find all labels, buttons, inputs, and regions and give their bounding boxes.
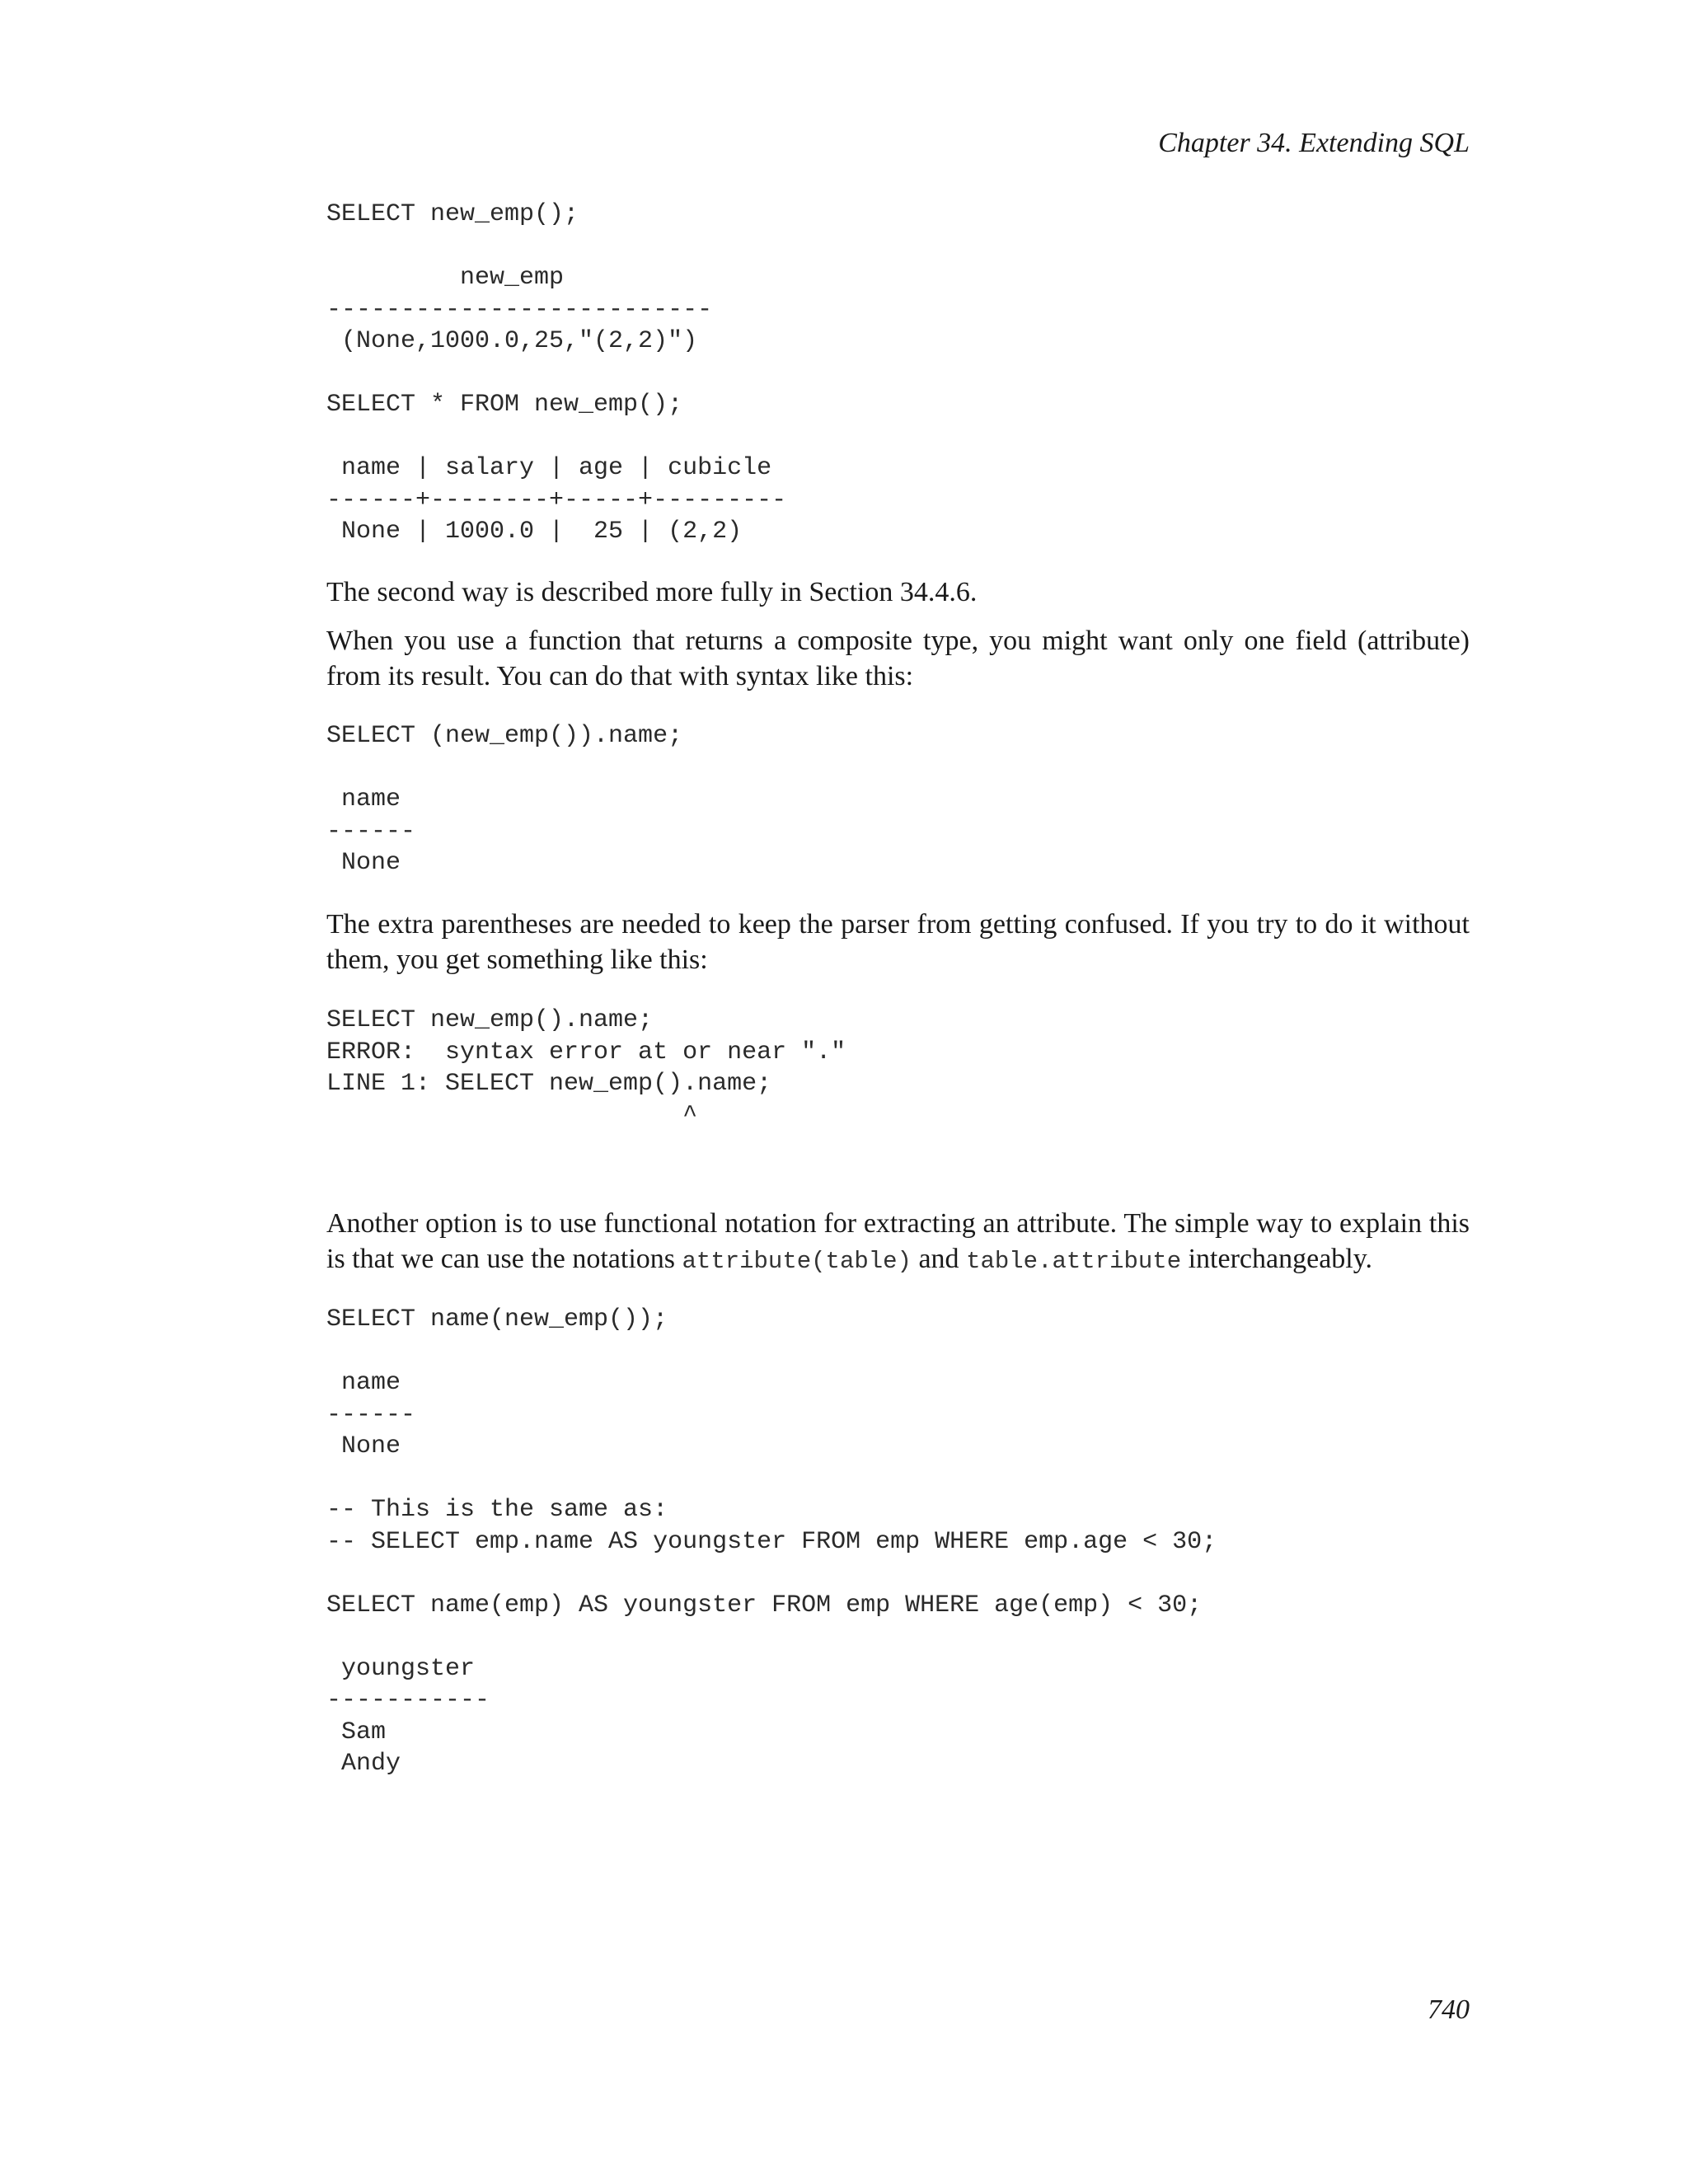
code-block-field-select: SELECT (new_emp()).name; name ------ None	[326, 722, 683, 877]
code-block-functional-notation: SELECT name(new_emp()); name ------ None -- This is the same as: -- SELECT emp.name AS youngster FROM emp WHERE emp.age < 30; SELECT name(emp) AS youngster FROM emp WHERE age(emp) < 30; youngster ----------- Sam Andy	[326, 1305, 1217, 1778]
paragraph-text-mid: and	[911, 1244, 967, 1274]
paragraph-extra-parentheses: The extra parentheses are needed to keep the parser from getting confused. If you try to do it without them, you get something like this:	[326, 909, 1470, 975]
code-block-syntax-error: SELECT new_emp().name; ERROR: syntax error at or near "." LINE 1: SELECT new_emp().name; ^	[326, 1006, 846, 1130]
paragraph-text-before: Another option is to use functional notation for extracting an attribute. The simple way to explain this is that we can use the notations	[326, 1208, 1470, 1274]
running-header: Chapter 34. Extending SQL	[1158, 128, 1470, 158]
inline-code-attribute-table: attribute(table)	[682, 1248, 912, 1275]
paragraph-composite-field: When you use a function that returns a composite type, you might want only one field (attribute) from its result. You can do that with syntax like this:	[326, 626, 1470, 691]
page-number: 740	[1428, 1994, 1470, 2025]
paragraph-text-after: interchangeably.	[1181, 1244, 1373, 1274]
paragraph-second-way: The second way is described more fully in Section 34.4.6.	[326, 577, 978, 607]
code-block-new-emp: SELECT new_emp(); new_emp -------------------------- (None,1000.0,25,"(2,2)") SELECT * FROM new_emp(); name | salary | age | cubicle ------+--------+-----+--------- None | 1000.0 | 25 | (2,2)	[326, 200, 787, 546]
inline-code-table-attribute: table.attribute	[966, 1248, 1182, 1275]
paragraph-functional-notation	[326, 1206, 1470, 1279]
